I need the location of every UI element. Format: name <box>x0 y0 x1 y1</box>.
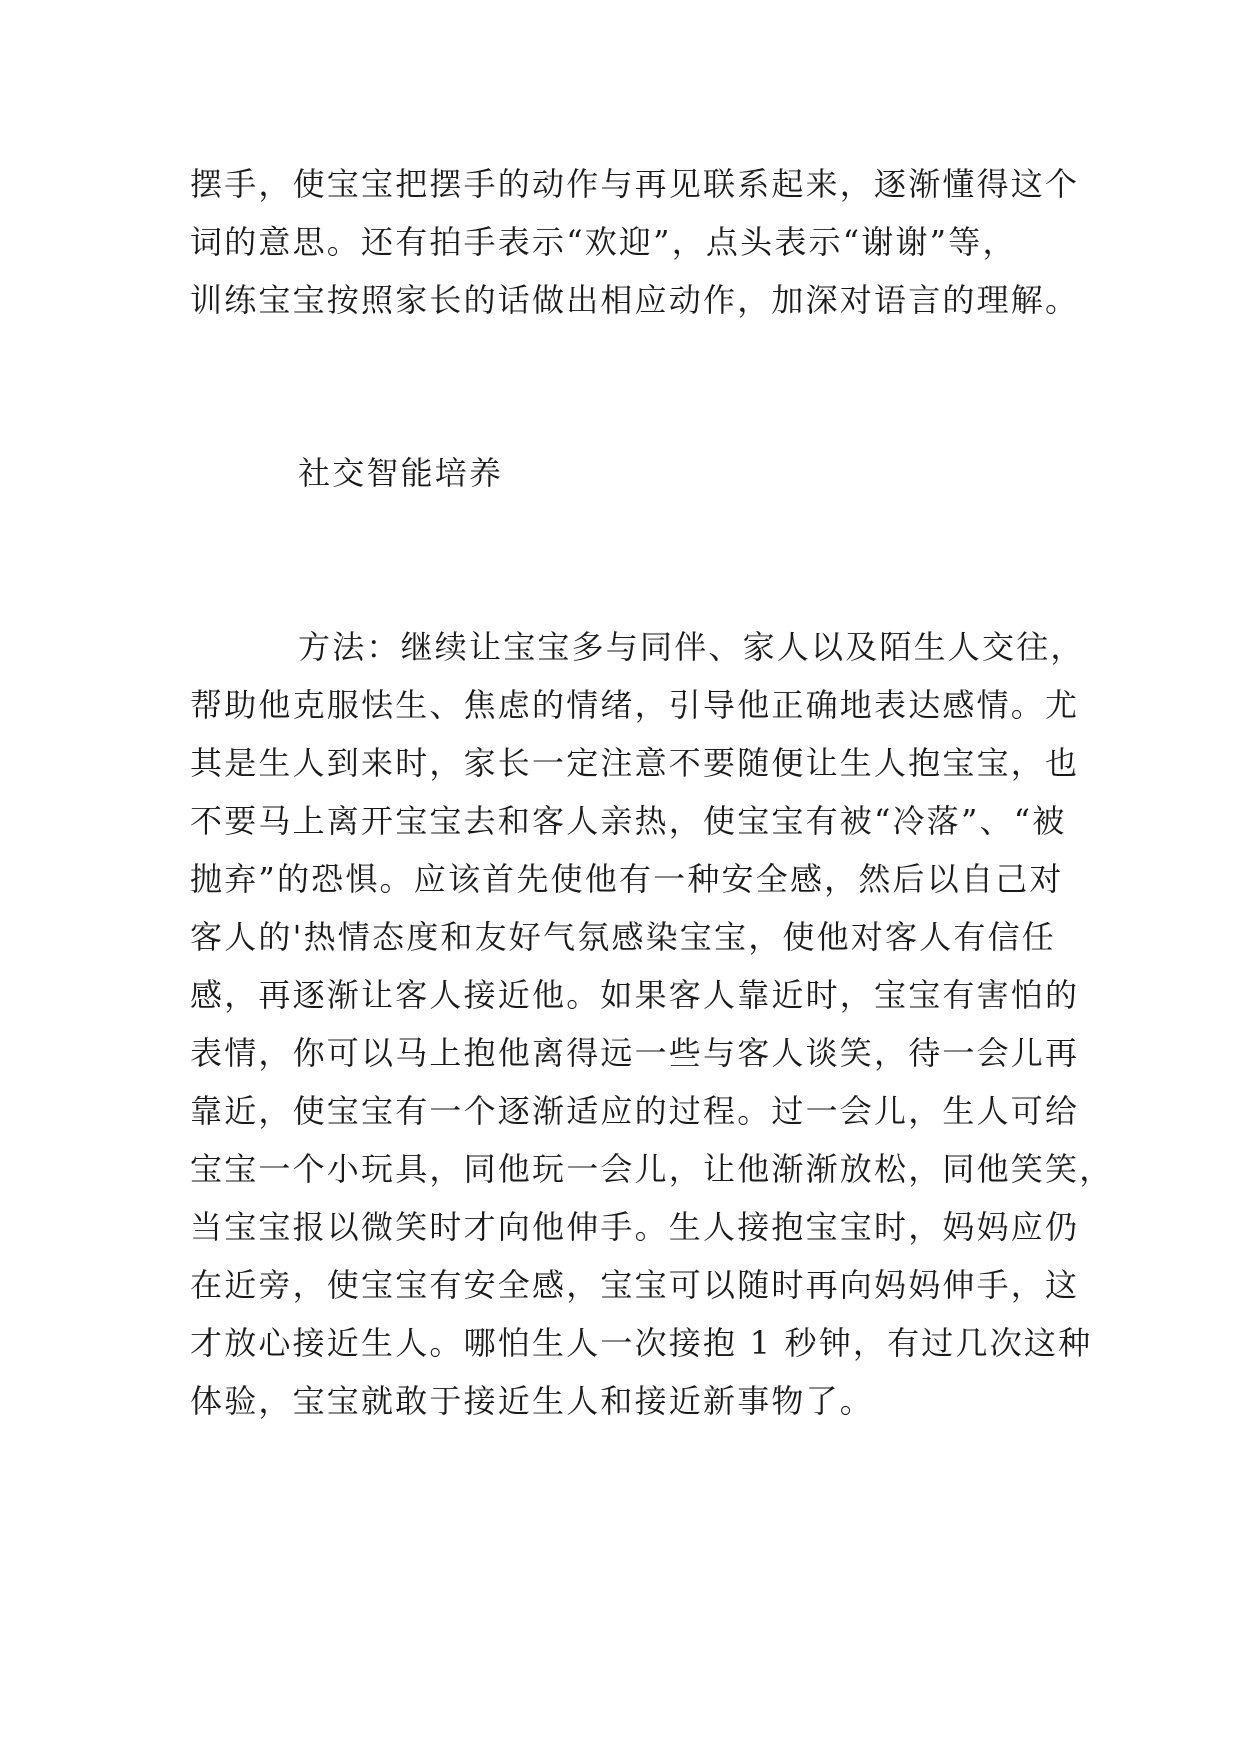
paragraph-line: 才放心接近生人。哪怕生人一次接抱 1 秒钟，有过几次这种 <box>190 1324 1093 1362</box>
paragraph-line: 摆手，使宝宝把摆手的动作与再见联系起来，逐渐懂得这个 <box>190 165 1080 203</box>
paragraph-line: 当宝宝报以微笑时才向他伸手。生人接抱宝宝时，妈妈应仍 <box>190 1208 1080 1246</box>
paragraph-line: 帮助他克服怯生、焦虑的情绪，引导他正确地表达感情。尤 <box>190 686 1080 724</box>
paragraph-line: 感，再逐渐让客人接近他。如果客人靠近时，宝宝有害怕的 <box>190 976 1080 1014</box>
paragraph-line: 靠近，使宝宝有一个逐渐适应的过程。过一会儿，生人可给 <box>190 1092 1080 1130</box>
paragraph-line: 方法：继续让宝宝多与同伴、家人以及陌生人交往， <box>298 628 1085 666</box>
paragraph-line: 表情，你可以马上抱他离得远一些与客人谈笑，待一会儿再 <box>190 1034 1080 1072</box>
paragraph-line: 训练宝宝按照家长的话做出相应动作，加深对语言的理解。 <box>190 281 1080 319</box>
paragraph-line: 客人的'热情态度和友好气氛感染宝宝，使他对客人有信任 <box>190 918 1056 956</box>
section-heading: 社交智能培养 <box>298 454 504 492</box>
paragraph-line: 其是生人到来时，家长一定注意不要随便让生人抱宝宝，也 <box>190 744 1080 782</box>
paragraph-line: 不要马上离开宝宝去和客人亲热，使宝宝有被“冷落”、“被 <box>190 802 1067 840</box>
paragraph-line: 抛弃”的恐惧。应该首先使他有一种安全感，然后以自己对 <box>190 860 1064 898</box>
paragraph-line: 宝宝一个小玩具，同他玩一会儿，让他渐渐放松，同他笑笑， <box>190 1150 1114 1188</box>
paragraph-line: 在近旁，使宝宝有安全感，宝宝可以随时再向妈妈伸手，这 <box>190 1266 1080 1304</box>
paragraph-line: 词的意思。还有拍手表示“欢迎”，点头表示“谢谢”等， <box>190 223 1017 261</box>
paragraph-line: 体验，宝宝就敢于接近生人和接近新事物了。 <box>190 1382 875 1420</box>
